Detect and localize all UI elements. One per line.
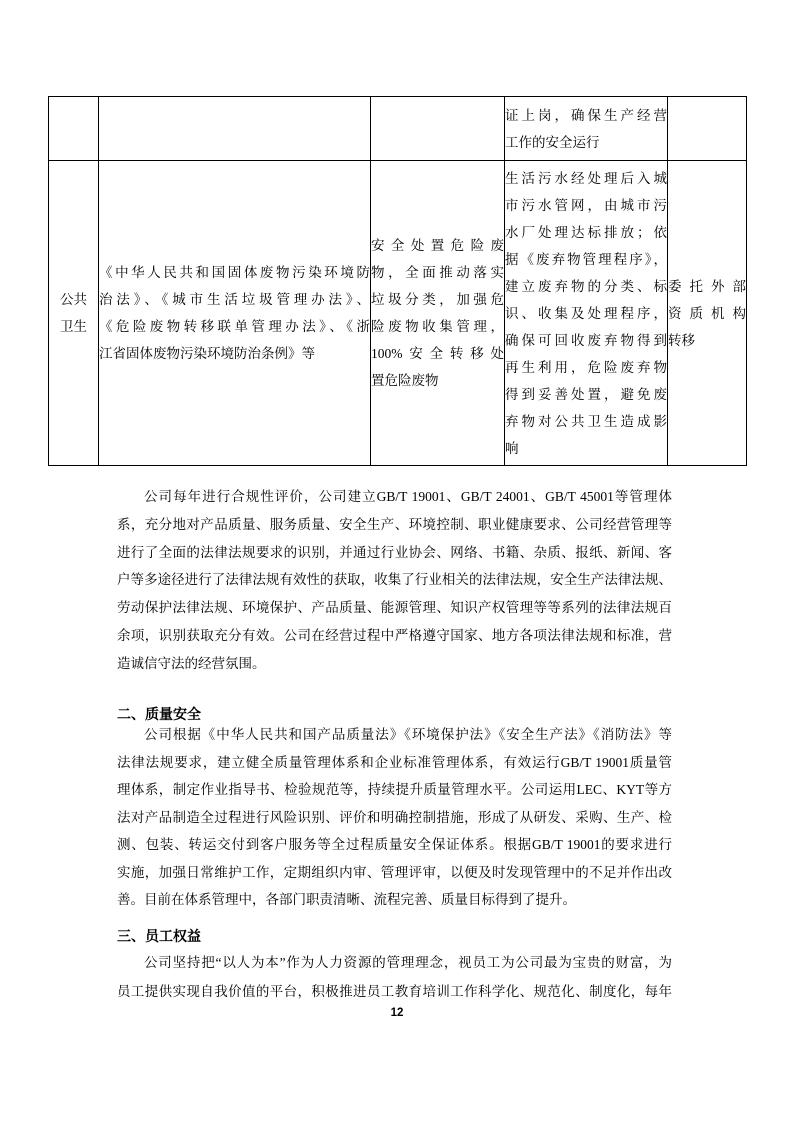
cell-method <box>668 161 747 466</box>
cell-regulations <box>99 97 371 161</box>
cell-regulations <box>99 161 371 466</box>
text-line: 实施，加强日常维护工作，定期组织内审、管理评审，以便及时发现管理中的不足并作出改 <box>117 864 672 880</box>
text-line: 法对产品制造全过程进行风险识别、评价和明确控制措施，形成了从研发、采购、生产、检 <box>117 809 672 825</box>
text-line: 劳动保护法律法规、环境保护、产品质量、能源管理、知识产权管理等等系列的法律法规百 <box>117 600 672 616</box>
cell-text-line: 公共 <box>60 292 87 307</box>
text-line: 系，充分地对产品质量、服务质量、安全生产、环境控制、职业健康要求、公司经营管理等 <box>117 516 672 532</box>
cell-method <box>668 97 747 161</box>
cell-text-line: 物，全面推动落实 <box>371 265 504 280</box>
cell-text-line: 治法》、《城市生活垃圾管理办法》、 <box>99 292 370 307</box>
text-line: 测、包装、转运交付到客户服务等全过程质量安全保证体系。根据GB/T 19001的要求进行 <box>117 837 672 852</box>
table-row <box>49 97 747 161</box>
cell-text-line: 据《废弃物管理程序》， <box>505 251 667 267</box>
cell-text-line: 委托外部 <box>668 278 746 294</box>
text-line: 余项，识别获取充分有效。公司在经营过程中严格遵守国家、地方各项法律法规和标准，营 <box>117 627 672 643</box>
page-number: 12 <box>390 1007 404 1019</box>
table-row <box>49 161 747 466</box>
cell-text-line: 弃物对公共卫生造成影 <box>505 413 667 429</box>
text-line: 公司坚持把“以人为本”作为人力资源的管理理念，视员工为公司最为宝贵的财富，为 <box>144 955 672 970</box>
cell-text-line: 得到妥善处置，避免废 <box>505 386 667 402</box>
text-line: 公司根据《中华人民共和国产品质量法》《环境保护法》《安全生产法》《消防法》等 <box>144 727 672 742</box>
cell-text-line: 生活污水经处理后入城 <box>505 170 667 186</box>
cell-text-line: 确保可回收废弃物得到 <box>505 332 667 348</box>
cell-measures <box>505 97 668 161</box>
cell-text-line: 资质机构 <box>668 305 746 321</box>
paragraph-quality-safety <box>117 721 672 914</box>
cell-text-line: 《中华人民共和国固体废物污染环境防 <box>99 265 370 280</box>
cell-text-line: 识、收集及处理程序， <box>505 305 667 321</box>
text-line: 造诚信守法的经营氛围。 <box>117 655 266 671</box>
paragraph-employee-rights <box>117 948 672 1006</box>
cell-text-line: 江省固体废物污染环境防治条例》等 <box>99 346 315 361</box>
text-line: 理体系，制定作业指导书、检验规范等，持续提升质量管理水平。公司运用LEC、KYT等方 <box>117 782 672 797</box>
cell-category <box>49 97 99 161</box>
text-line: 法律法规要求，建立健全质量管理体系和企业标准管理体系，有效运行GB/T 19001质量管 <box>117 754 672 770</box>
cell-text-line: 《危险废物转移联单管理办法》、《浙 <box>99 319 370 334</box>
cell-text-line: 卫生 <box>60 319 87 334</box>
cell-goals <box>371 161 505 466</box>
cell-text-line: 建立废弃物的分类、标 <box>505 278 667 294</box>
cell-text-line: 险废物收集管理， <box>371 319 504 334</box>
cell-text-line: 水厂处理达标排放；依 <box>505 224 667 240</box>
cell-text-line: 市污水管网，由城市污 <box>505 197 667 213</box>
cell-text-line: 安全处置危险废 <box>371 238 504 253</box>
cell-text-line: 置危险废物 <box>371 373 439 388</box>
compliance-table <box>48 96 747 466</box>
section-heading-employee-rights: 三、员工权益 <box>117 928 201 944</box>
cell-category <box>49 161 99 466</box>
cell-measures <box>505 161 668 466</box>
cell-goals <box>371 97 505 161</box>
text-line: 员工提供实现自我价值的平台，积极推进员工教育培训工作科学化、规范化、制度化，每年 <box>117 984 672 999</box>
cell-text-line: 证上岗，确保生产经营 <box>505 107 667 123</box>
text-line: 户等多途径进行了法律法规有效性的获取，收集了行业相关的法律法规，安全生产法律法规、 <box>117 572 672 588</box>
cell-text-line: 垃圾分类，加强危 <box>371 292 504 307</box>
section-heading-quality-safety: 二、质量安全 <box>117 706 201 722</box>
text-line: 公司每年进行合规性评价，公司建立GB/T 19001、GB/T 24001、GB/T 45001等管理体 <box>144 489 672 504</box>
text-line: 进行了全面的法律法规要求的识别，并通过行业协会、网络、书籍、杂质、报纸、新闻、客 <box>117 544 672 560</box>
cell-text-line: 再生利用，危险废弃物 <box>505 359 667 375</box>
text-line: 善。目前在体系管理中，各部门职责清晰、流程完善、质量目标得到了提升。 <box>117 892 576 907</box>
cell-text-line: 转移 <box>668 332 695 348</box>
paragraph-compliance-evaluation <box>117 483 672 678</box>
cell-text-line: 工作的安全运行 <box>505 134 600 150</box>
cell-text-line: 100%安全转移处 <box>371 346 504 361</box>
cell-text-line: 响 <box>505 440 519 456</box>
